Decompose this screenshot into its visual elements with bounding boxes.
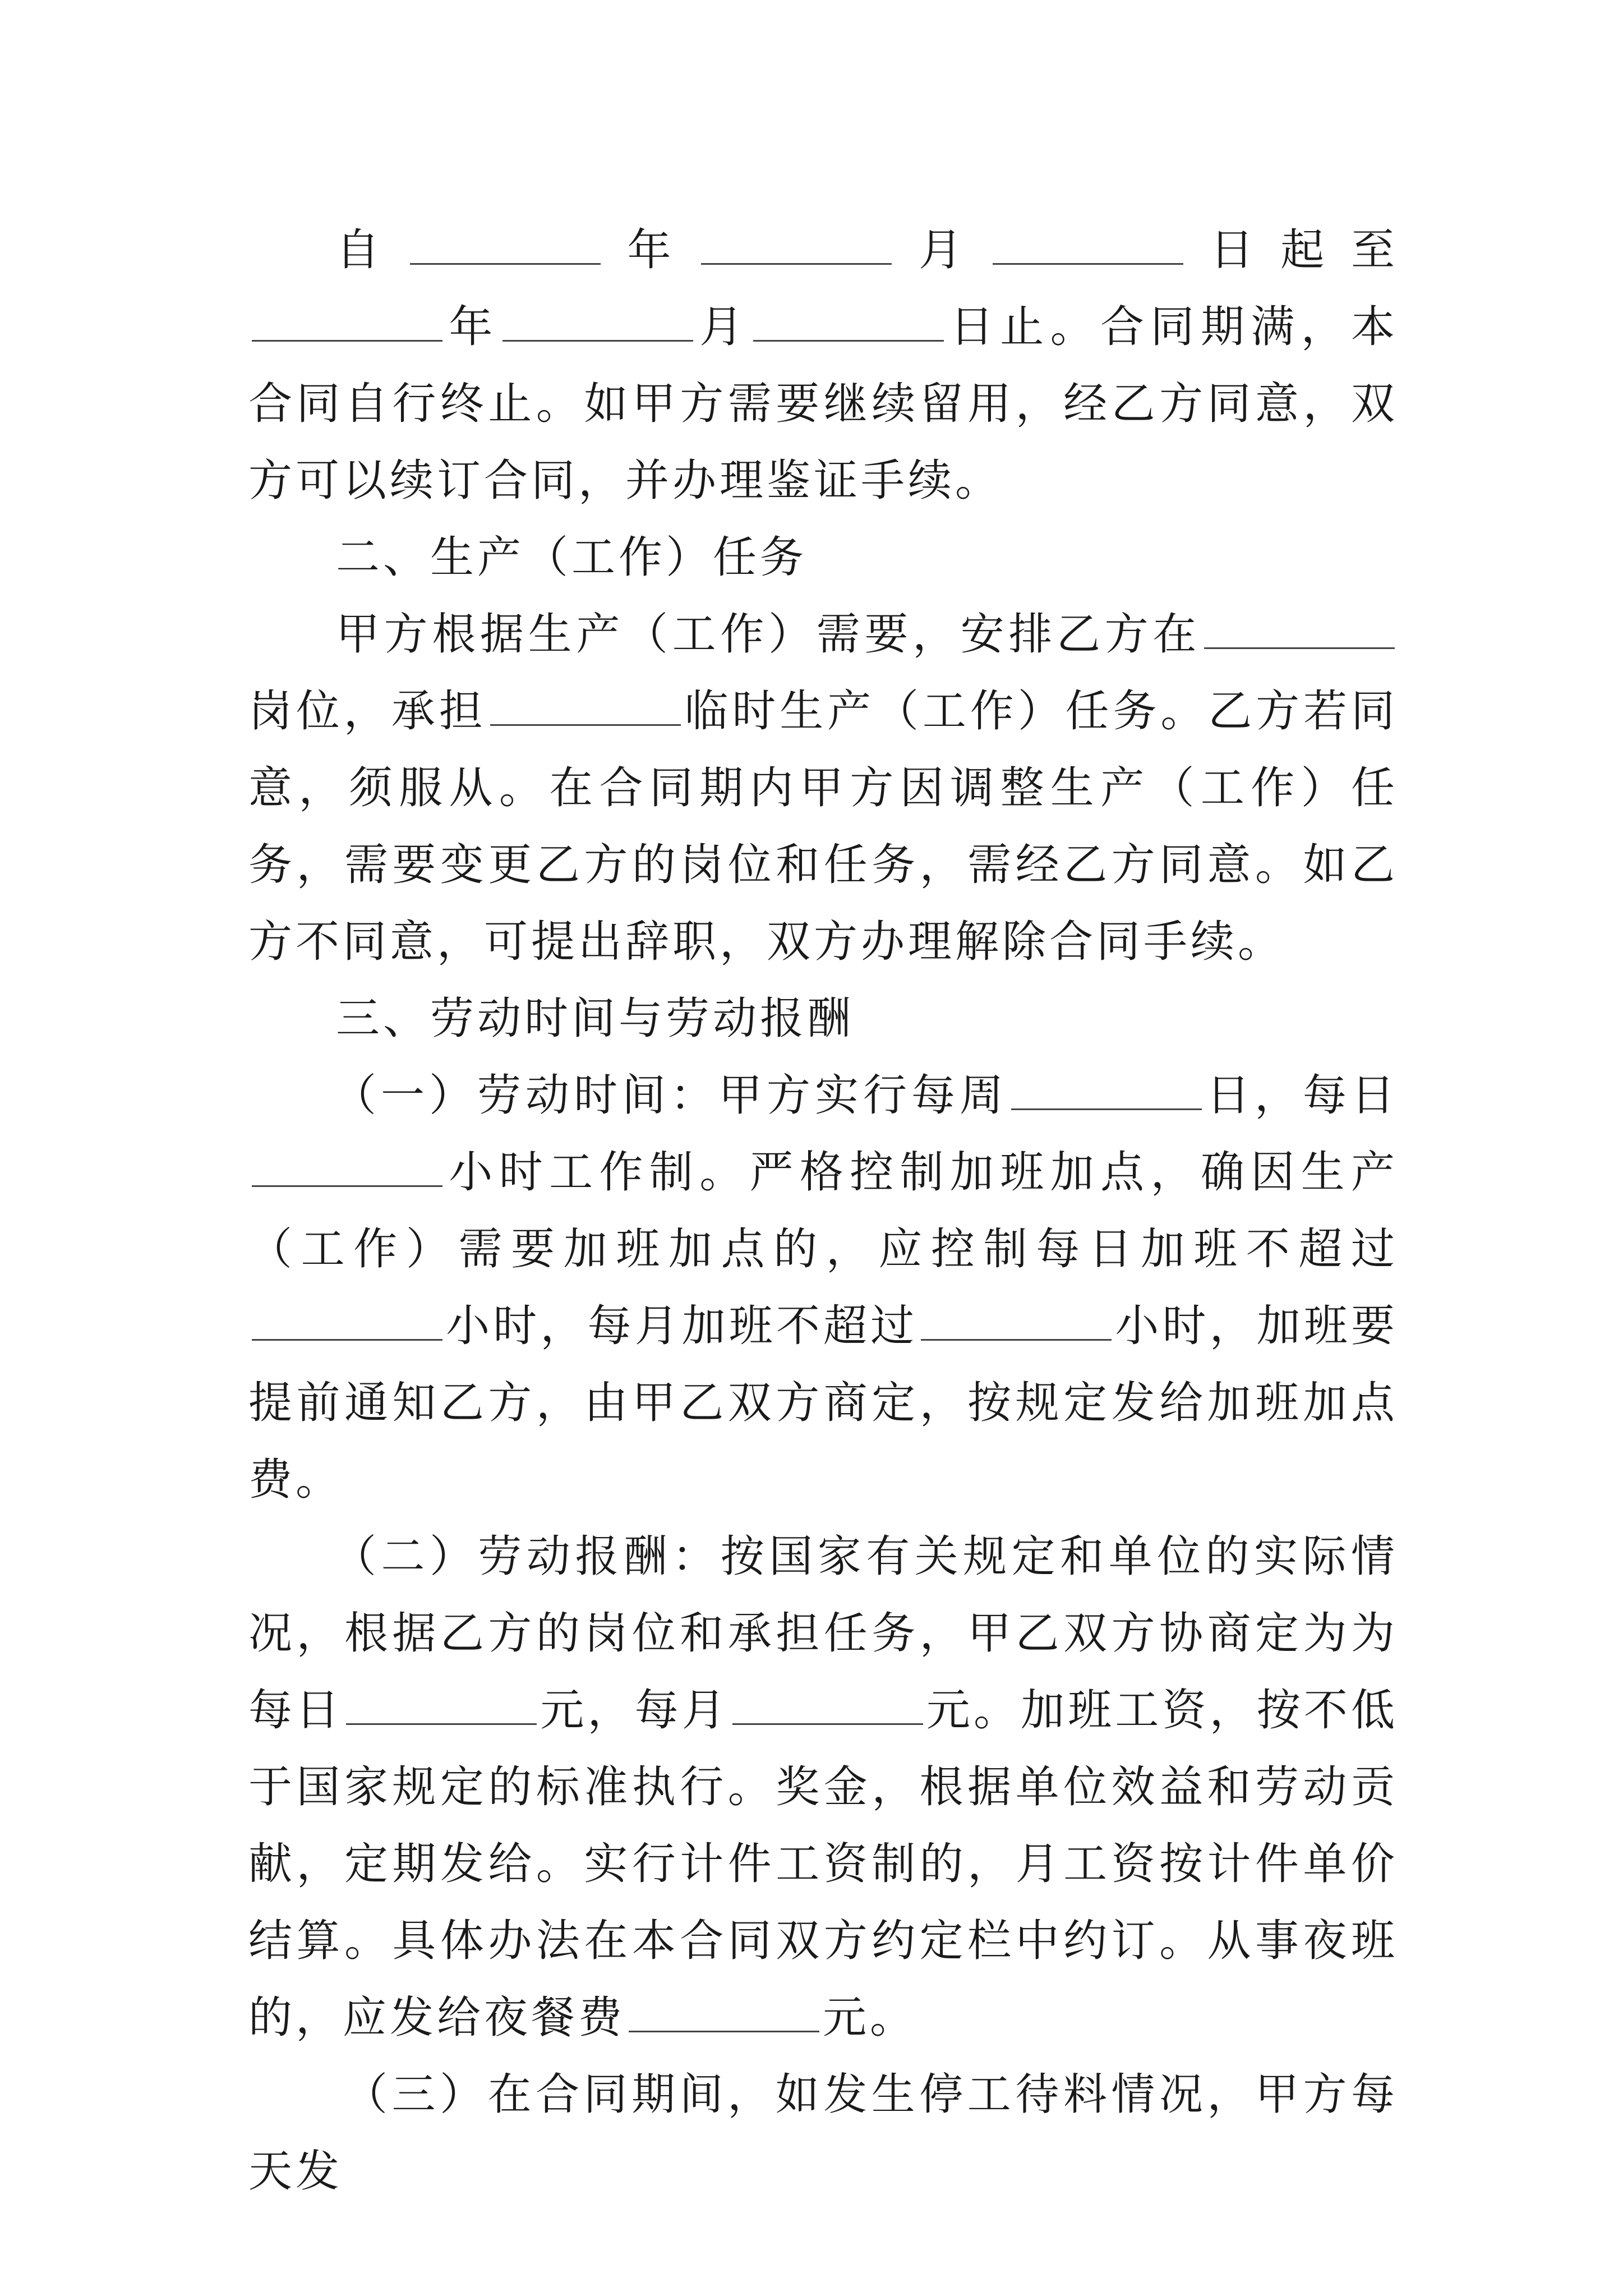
remuneration-paragraph [248, 1519, 1398, 2056]
text-segment: 年 [446, 302, 499, 352]
document-body [248, 212, 1398, 2210]
blank-line [252, 1174, 442, 1187]
work-task-paragraph [248, 596, 1398, 981]
blank-line [753, 329, 944, 342]
text-segment: 元。加班工资，按不低于国家规定的标准执行。奖金，根据单位效益和劳动贡献，定期发给。实行计件工资制的，月工资按计件单价结算。具体办法在本合同双方约定栏中约订。从事夜班的，应发给夜餐费 [248, 1685, 1398, 2043]
text-segment: 月 [696, 302, 750, 352]
text-segment: 月 [895, 225, 989, 275]
blank-line [629, 2019, 819, 2032]
section-heading-3: 三、劳动时间与劳动报酬 [336, 993, 855, 1044]
blank-line [732, 1712, 923, 1725]
section-heading-2: 二、生产（工作）任务 [336, 532, 808, 583]
blank-line [502, 329, 693, 342]
blank-line [1011, 1097, 1202, 1110]
working-hours-paragraph [248, 1057, 1398, 1519]
text-segment: 自 [336, 225, 407, 275]
text-segment: （一）劳动时间：甲方实行每周 [333, 1070, 1008, 1121]
text-segment: 元，每月 [540, 1685, 729, 1736]
text-segment: 日起至 [1186, 225, 1398, 275]
text-segment: 日止。合同期满，本合同自行终止。如甲方需要继续留用，经乙方同意，双方可以续订合同，并办理鉴证手续。 [248, 302, 1398, 506]
text-segment: 甲方根据生产（工作）需要，安排乙方在 [336, 609, 1201, 660]
text-segment: （三）在合同期间，如发生停工待料情况，甲方每天发 [248, 2069, 1398, 2197]
text-segment: （二）劳动报酬：按国家有关规定和单位的实际情况，根据乙方的岗位和承担任务，甲乙双方协商定为为每日 [248, 1531, 1398, 1736]
text-segment: 小时，加班要提前通知乙方，由甲乙双方商定，按规定发给加班加点费。 [248, 1301, 1398, 1505]
contract-term-paragraph [248, 212, 1398, 519]
blank-line [921, 1328, 1112, 1341]
blank-line [410, 252, 601, 265]
text-segment: 元。 [823, 1993, 917, 2043]
text-segment: 年 [603, 225, 698, 275]
blank-line [993, 252, 1183, 265]
blank-line [490, 713, 681, 726]
blank-line [1204, 636, 1395, 649]
text-segment: 临时生产（工作）任务。乙方若同意，须服从。在合同期内甲方因调整生产（工作）任务，需要变更乙方的岗位和任务，需经乙方同意。如乙方不同意，可提出辞职，双方办理解除合同手续。 [248, 686, 1398, 967]
text-segment: 小时，每月加班不超过 [446, 1301, 918, 1351]
blank-line [701, 252, 892, 265]
text-segment: 日，每日 [1205, 1070, 1398, 1121]
text-segment: 岗位，承担 [248, 686, 487, 737]
work-stoppage-paragraph [248, 2056, 1398, 2210]
text-segment: 小时工作制。严格控制加班加点，确因生产（工作）需要加班加点的，应控制每日加班不超过 [248, 1147, 1398, 1274]
blank-line [252, 329, 442, 342]
blank-line [346, 1712, 537, 1725]
blank-line [252, 1328, 442, 1341]
